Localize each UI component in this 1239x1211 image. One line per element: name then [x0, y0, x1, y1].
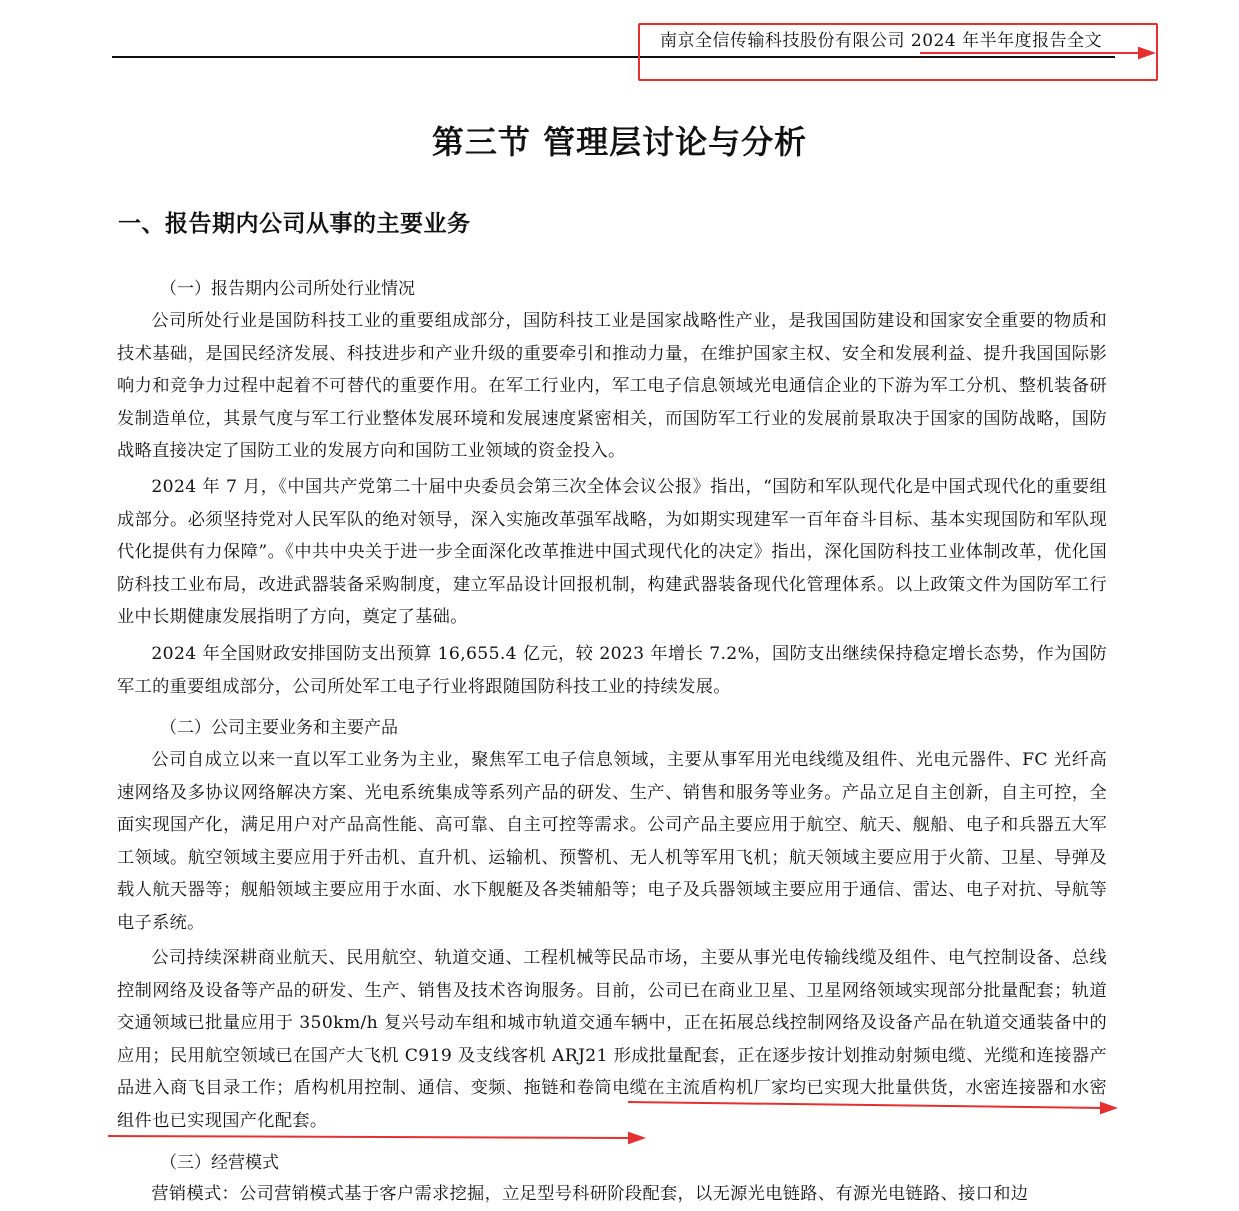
- paragraph-industry-3: 2024 年全国财政安排国防支出预算 16,655.4 亿元，较 2023 年增长 7.2%，国防支出继续保持稳定增长态势，作为国防军工的重要组成部分，公司所处军工电子行业将跟随国防科技工业的持续发展。: [117, 644, 1107, 697]
- paragraph-business-model: 营销模式：公司营销模式基于客户需求挖掘，立足型号科研阶段配套，以无源光电链路、有源光电链路、接口和边: [151, 1184, 1029, 1204]
- heading-main-business: 一、报告期内公司从事的主要业务: [118, 210, 471, 237]
- paragraph-products-2: 公司持续深耕商业航天、民用航空、轨道交通、工程机械等民品市场，主要从事光电传输线缆及组件、电气控制设备、总线控制网络及设备等产品的研发、生产、销售及技术咨询服务。目前，公司已在商业卫星、卫星网络领域实现部分批量配套；轨道交通领域已批量应用于 350km/h 复兴号动车组和城市轨道交通车辆中，正在拓展总线控制网络及设备产品在轨道交通装备中的应用；民用航空领域已在国产大飞机 C919 及支线客机 ARJ21 形成批量配套，正在逐步按计划推动射频电缆、光缆和连接器产品进入商飞目录工作；盾构机用控制、通信、变频、拖链和卷筒电缆在主流盾构机厂家均已实现大批量供货，水密连接器和水密组件也已实现国产化配套。: [117, 948, 1107, 1131]
- section-title: 第三节 管理层讨论与分析: [431, 123, 808, 161]
- subheading-industry: （一）报告期内公司所处行业情况: [160, 279, 415, 299]
- annotation-highlight-box: [638, 23, 1158, 81]
- paragraph-industry-1: 公司所处行业是国防科技工业的重要组成部分，国防科技工业是国家战略性产业，是我国国防建设和国家安全重要的物质和技术基础，是国民经济发展、科技进步和产业升级的重要牵引和推动力量，在维护国家主权、安全和发展利益、提升我国国际影响力和竞争力过程中起着不可替代的重要作用。在军工行业内，军工电子信息领域光电通信企业的下游为军工分机、整机装备研发制造单位，其景气度与军工行业整体发展环境和发展速度紧密相关，而国防军工行业的发展前景取决于国家的国防战略，国防战略直接决定了国防工业的发展方向和国防工业领域的资金投入。: [117, 311, 1107, 462]
- header-text: 南京全信传输科技股份有限公司 2024 年半年度报告全文: [660, 31, 1103, 51]
- paragraph-industry-2: 2024 年 7 月，《中国共产党第二十届中央委员会第三次全体会议公报》指出，“国防和军队现代化是中国式现代化的重要组成部分。必须坚持党对人民军队的绝对领导，深入实施改革强军战略，为如期实现建军一百年奋斗目标、基本实现国防和军队现代化提供有力保障”。《中共中央关于进一步全面深化改革推进中国式现代化的决定》指出，深化国防科技工业体制改革，优化国防科技工业布局，改进武器装备采购制度，建立军品设计回报机制，构建武器装备现代化管理体系。以上政策文件为国防军工行业中长期健康发展指明了方向，奠定了基础。: [117, 477, 1107, 628]
- subheading-products: （二）公司主要业务和主要产品: [160, 718, 398, 738]
- subheading-business-model: （三）经营模式: [160, 1153, 279, 1173]
- paragraph-products-1: 公司自成立以来一直以军工业务为主业，聚焦军工电子信息领域，主要从事军用光电线缆及组件、光电元器件、FC 光纤高速网络及多协议网络解决方案、光电系统集成等系列产品的研发、生产、销售和服务等业务。产品立足自主创新，自主可控，全面实现国产化，满足用户对产品高性能、高可靠、自主可控等需求。公司产品主要应用于航空、航天、舰船、电子和兵器五大军工领域。航空领域主要应用于歼击机、直升机、运输机、预警机、无人机等军用飞机；航天领域主要应用于火箭、卫星、导弹及载人航天器等；舰船领域主要应用于水面、水下舰艇及各类辅船等；电子及兵器领域主要应用于通信、雷达、电子对抗、导航等电子系统。: [117, 750, 1107, 933]
